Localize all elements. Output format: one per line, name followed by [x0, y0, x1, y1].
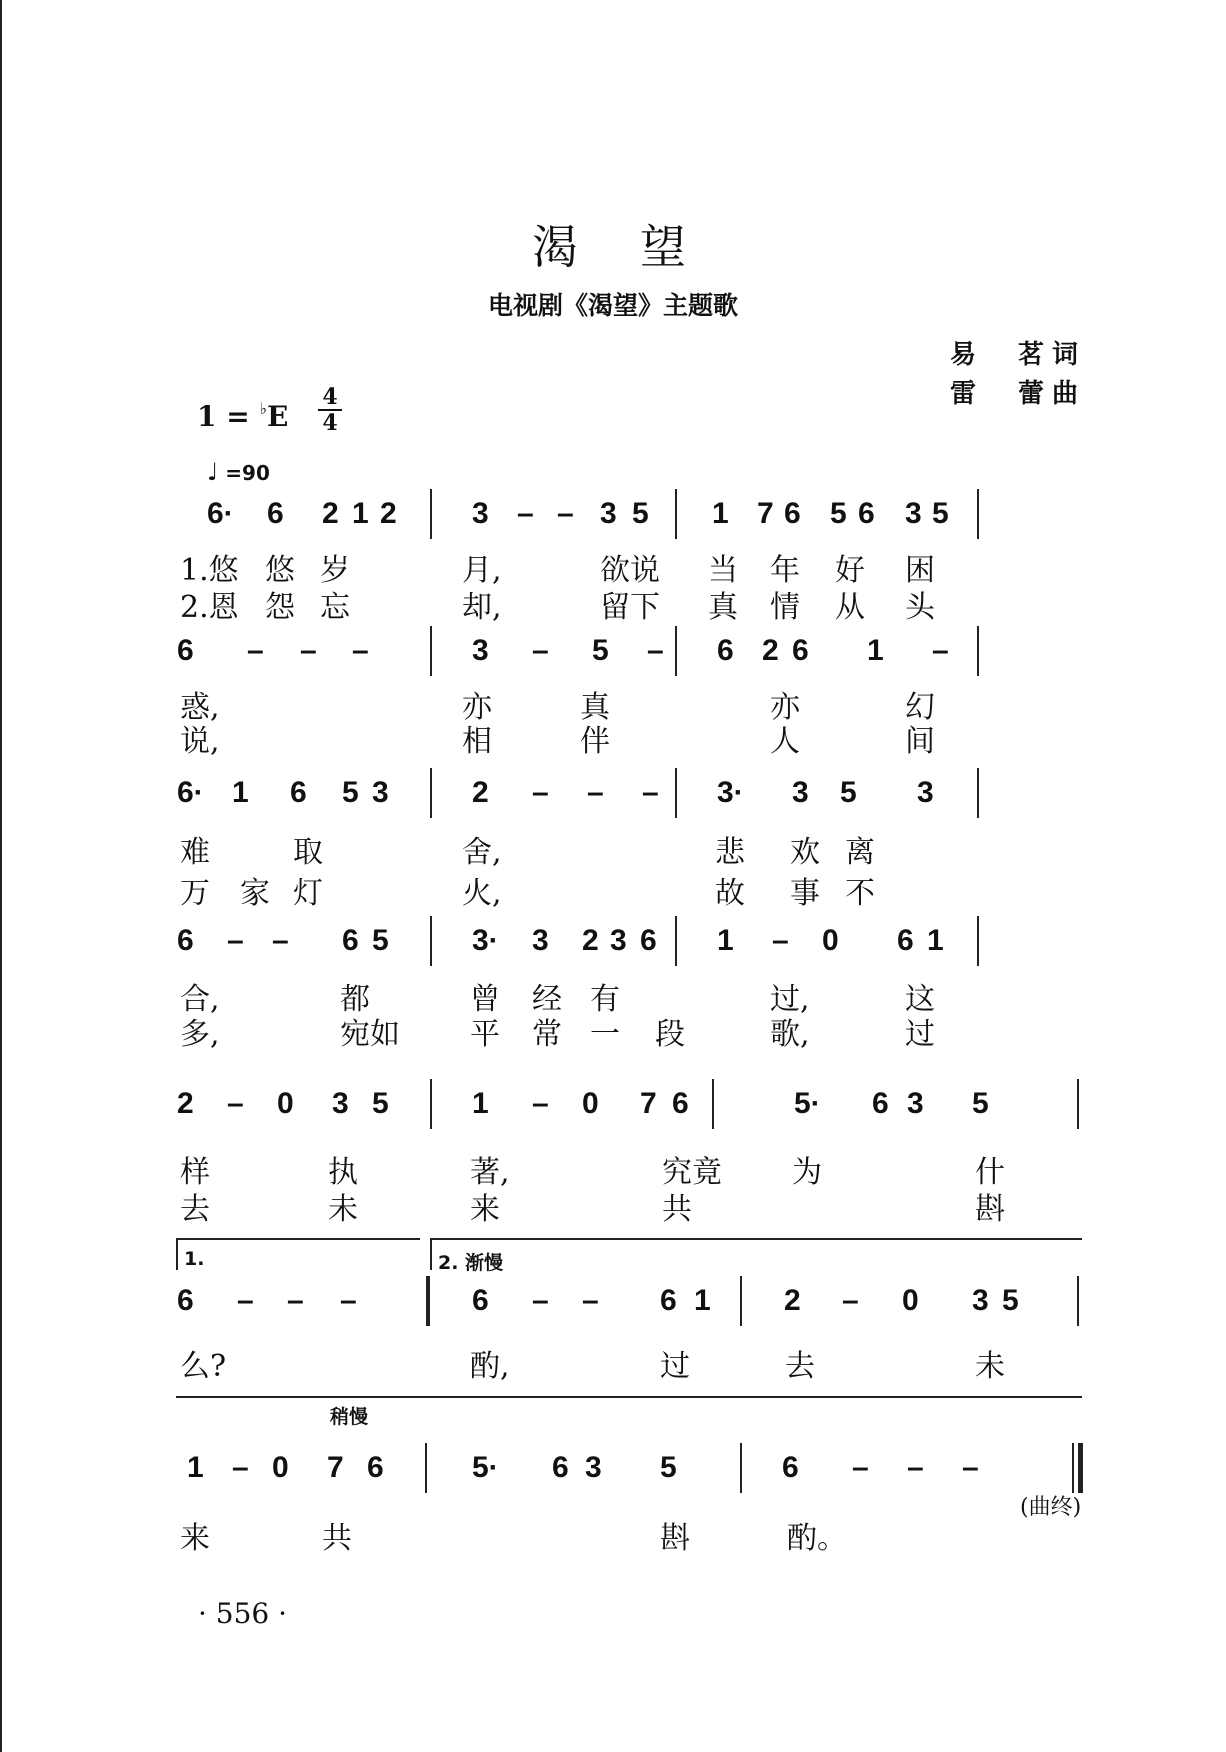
- lyric-word: 难: [180, 835, 210, 870]
- first-ending-bracket: [176, 1238, 420, 1270]
- note: –: [582, 1284, 599, 1317]
- lyric-word: 经: [532, 982, 562, 1017]
- lyric-word: 曾: [470, 982, 500, 1017]
- final-barline-thick: [1078, 1443, 1083, 1493]
- lyric-word: 取: [293, 835, 323, 870]
- lyric-word: 酌,: [470, 1349, 510, 1384]
- barline: [712, 1079, 714, 1129]
- lyric-word: 说,: [180, 724, 220, 759]
- lyric-word: 过: [905, 1017, 935, 1052]
- note: 3: [600, 497, 617, 530]
- note: 6: [472, 1284, 489, 1317]
- note: 3·: [472, 924, 499, 957]
- note: –: [532, 634, 549, 667]
- note: 1: [472, 1087, 489, 1120]
- note: 3: [372, 776, 389, 809]
- final-barline-thin: [1072, 1443, 1074, 1493]
- note: –: [962, 1451, 979, 1484]
- note: –: [532, 776, 549, 809]
- note: –: [907, 1451, 924, 1484]
- note: 1: [352, 497, 369, 530]
- lyric-line: [180, 545, 1080, 588]
- note: 5: [840, 776, 857, 809]
- note: –: [232, 1451, 249, 1484]
- note: 6: [367, 1451, 384, 1484]
- note: 2: [177, 1087, 194, 1120]
- notation-line: [172, 776, 1092, 816]
- note: 5: [372, 924, 389, 957]
- lyric-word: 酌。: [787, 1521, 847, 1556]
- note: 1: [927, 924, 944, 957]
- lyricist-credit: 易 茗词: [949, 340, 1086, 370]
- lyric-line: [180, 868, 1080, 911]
- lyric-word: 2.恩: [180, 590, 239, 625]
- lyric-word: 舍,: [462, 835, 502, 870]
- lyric-line: [180, 974, 1080, 1017]
- lyric-word: 幻: [905, 690, 935, 725]
- note: 5: [372, 1087, 389, 1120]
- lyric-word: 么?: [180, 1349, 227, 1384]
- note: 2: [322, 497, 339, 530]
- note: 5: [932, 497, 949, 530]
- note: 6: [177, 924, 194, 957]
- lyric-word: 欲说: [600, 553, 660, 588]
- note: –: [340, 1284, 357, 1317]
- note: 1: [232, 776, 249, 809]
- lyric-word: 火,: [462, 876, 502, 911]
- first-ending-label: 1.: [184, 1248, 205, 1270]
- lyric-word: 有: [590, 982, 620, 1017]
- barline: [430, 768, 432, 818]
- lyric-word: 都: [340, 982, 370, 1017]
- lyric-word: 这: [905, 982, 935, 1017]
- note: 7: [327, 1451, 344, 1484]
- flat-icon: ♭: [259, 399, 267, 418]
- lyric-line: [180, 1341, 1080, 1384]
- lyric-word: 常: [532, 1017, 562, 1052]
- lyric-word: 离: [845, 835, 875, 870]
- note: 6: [672, 1087, 689, 1120]
- notation-line: [172, 634, 1092, 674]
- lyric-word: 亦: [462, 690, 492, 725]
- note: 6: [784, 497, 801, 530]
- barline: [740, 1443, 742, 1493]
- lyric-word: 合,: [180, 982, 220, 1017]
- lyric-word: 共: [662, 1192, 692, 1227]
- lyric-line: [180, 827, 1080, 870]
- barline: [430, 1079, 432, 1129]
- barline: [977, 768, 979, 818]
- note: 5: [342, 776, 359, 809]
- lyric-word: 情: [770, 590, 800, 625]
- lyric-word: 岁: [320, 553, 350, 588]
- lyric-word: 来: [470, 1192, 500, 1227]
- lyric-word: 歌,: [770, 1017, 810, 1052]
- lyric-word: 困: [905, 553, 935, 588]
- lyric-word: 共: [322, 1521, 352, 1556]
- lyric-line: [180, 1009, 1080, 1052]
- barline: [675, 768, 677, 818]
- notation-line: [172, 497, 1092, 537]
- note: 6: [872, 1087, 889, 1120]
- lyric-word: 1.悠: [180, 553, 239, 588]
- lyric-word: 多,: [180, 1017, 220, 1052]
- lyric-word: 相: [462, 724, 492, 759]
- barline: [425, 1443, 427, 1493]
- lyric-word: 斟: [660, 1521, 690, 1556]
- note: 6: [858, 497, 875, 530]
- lyric-word: 不: [845, 876, 875, 911]
- lyric-word: 未: [328, 1192, 358, 1227]
- system-rule: [176, 1396, 1082, 1398]
- note: 6: [792, 634, 809, 667]
- note: 1: [717, 924, 734, 957]
- lyric-word: 悠: [265, 553, 295, 588]
- note: 6: [342, 924, 359, 957]
- note: –: [227, 1087, 244, 1120]
- lyric-word: 未: [975, 1349, 1005, 1384]
- end-marking: (曲终): [1020, 1495, 1082, 1520]
- lyric-word: 留下: [600, 590, 660, 625]
- barline: [1077, 1276, 1079, 1326]
- lyric-word: 为: [792, 1155, 822, 1190]
- note: –: [852, 1451, 869, 1484]
- lyric-word: 故: [715, 876, 745, 911]
- note: –: [932, 634, 949, 667]
- barline: [740, 1276, 742, 1326]
- note: 0: [902, 1284, 919, 1317]
- note: –: [842, 1284, 859, 1317]
- note: 5·: [472, 1451, 499, 1484]
- note: 1: [694, 1284, 711, 1317]
- note: 3: [532, 924, 549, 957]
- barline: [977, 489, 979, 539]
- lyric-word: 头: [905, 590, 935, 625]
- note: 6: [267, 497, 284, 530]
- lyric-word: 间: [905, 724, 935, 759]
- lyric-word: 怨: [265, 590, 295, 625]
- composer-credit: 雷 蕾曲: [949, 379, 1086, 409]
- note: 5: [632, 497, 649, 530]
- notation-line: [172, 1451, 1092, 1491]
- note: 3: [585, 1451, 602, 1484]
- note: –: [287, 1284, 304, 1317]
- note: –: [587, 776, 604, 809]
- barline: [977, 626, 979, 676]
- note: 5·: [794, 1087, 821, 1120]
- second-ending-label: 2. 渐慢: [438, 1252, 504, 1274]
- note: 3: [472, 634, 489, 667]
- lyric-word: 宛如: [340, 1017, 400, 1052]
- lyric-line: [180, 682, 1080, 725]
- note: –: [352, 634, 369, 667]
- note: 2: [380, 497, 397, 530]
- note: –: [557, 497, 574, 530]
- note: –: [237, 1284, 254, 1317]
- note: 6: [782, 1451, 799, 1484]
- lyric-word: 年: [770, 553, 800, 588]
- note: 0: [272, 1451, 289, 1484]
- note: 1: [712, 497, 729, 530]
- note: 7: [640, 1087, 657, 1120]
- note: 6: [717, 634, 734, 667]
- note: 6: [640, 924, 657, 957]
- lyric-word: 却,: [462, 590, 502, 625]
- note: 2: [784, 1284, 801, 1317]
- lyric-word: 万: [180, 876, 210, 911]
- lyric-word: 悲: [715, 835, 745, 870]
- note: 3: [907, 1087, 924, 1120]
- lyric-word: 执: [328, 1155, 358, 1190]
- lyric-word: 去: [785, 1349, 815, 1384]
- quarter-note-icon: ♩: [207, 458, 219, 486]
- lyric-word: 著,: [470, 1155, 510, 1190]
- note: –: [517, 497, 534, 530]
- note: 5: [830, 497, 847, 530]
- lyric-word: 一: [590, 1017, 620, 1052]
- note: 3: [905, 497, 922, 530]
- time-signature-top: 4: [322, 384, 338, 410]
- key-signature: [197, 401, 288, 431]
- note: 6: [177, 634, 194, 667]
- barline: [675, 626, 677, 676]
- note: –: [272, 924, 289, 957]
- note: –: [772, 924, 789, 957]
- note: –: [532, 1087, 549, 1120]
- key-prefix: 1 =: [197, 400, 250, 433]
- note: –: [247, 634, 264, 667]
- lyric-word: 欢: [790, 835, 820, 870]
- note: –: [647, 634, 664, 667]
- lyric-line: [180, 716, 1080, 759]
- note: 6·: [177, 776, 204, 809]
- notation-line: [172, 924, 1092, 964]
- barline: [430, 626, 432, 676]
- note: 6: [660, 1284, 677, 1317]
- second-ending-bracket: [430, 1238, 1082, 1274]
- lyric-word: 忘: [320, 590, 350, 625]
- lyric-word: 从: [835, 590, 865, 625]
- note: –: [642, 776, 659, 809]
- note: 1: [187, 1451, 204, 1484]
- key-note: E: [267, 400, 289, 433]
- note: 2: [582, 924, 599, 957]
- lyric-word: 真: [708, 590, 738, 625]
- note: 2: [472, 776, 489, 809]
- note: 3: [792, 776, 809, 809]
- lyric-line: [180, 582, 1080, 625]
- lyric-word: 惑,: [180, 690, 220, 725]
- note: 6·: [207, 497, 234, 530]
- barline: [426, 1276, 430, 1326]
- lyric-word: 什: [975, 1155, 1005, 1190]
- note: 7: [757, 497, 774, 530]
- lyric-word: 伴: [580, 724, 610, 759]
- note: 6: [177, 1284, 194, 1317]
- note: 5: [592, 634, 609, 667]
- page-number: · 556 ·: [198, 1597, 288, 1630]
- lyric-word: 斟: [975, 1192, 1005, 1227]
- barline: [1077, 1079, 1079, 1129]
- notation-line: [172, 1087, 1092, 1127]
- lyric-line: [180, 1513, 1080, 1556]
- note: 6: [897, 924, 914, 957]
- lyric-word: 真: [580, 690, 610, 725]
- tempo-marking: [207, 460, 270, 484]
- lyric-line: [180, 1147, 1080, 1190]
- note: 3: [610, 924, 627, 957]
- lyric-word: 段: [655, 1017, 685, 1052]
- note: 0: [822, 924, 839, 957]
- lyric-word: 灯: [293, 876, 323, 911]
- time-signature-bottom: 4: [322, 410, 338, 436]
- note: 3·: [717, 776, 744, 809]
- note: 2: [762, 634, 779, 667]
- lyric-word: 去: [180, 1192, 210, 1227]
- note: 1: [867, 634, 884, 667]
- lyric-word: 当: [708, 553, 738, 588]
- lyric-word: 究竟: [662, 1155, 722, 1190]
- tempo-change-marking: 稍慢: [330, 1406, 369, 1428]
- barline: [430, 489, 432, 539]
- lyric-word: 平: [470, 1017, 500, 1052]
- lyric-word: 家: [240, 876, 270, 911]
- lyric-line: [180, 1184, 1080, 1227]
- song-subtitle: 电视剧《渴望》主题歌: [487, 291, 738, 320]
- lyric-word: 事: [790, 876, 820, 911]
- note: 3: [472, 497, 489, 530]
- note: 6: [552, 1451, 569, 1484]
- note: –: [227, 924, 244, 957]
- note: 3: [917, 776, 934, 809]
- lyric-word: 过: [660, 1349, 690, 1384]
- lyric-word: 人: [770, 724, 800, 759]
- tempo-value: =90: [225, 461, 270, 485]
- lyric-word: 亦: [770, 690, 800, 725]
- song-title: 渴 望: [532, 220, 694, 274]
- note: 3: [332, 1087, 349, 1120]
- barline: [675, 916, 677, 966]
- lyric-word: 过,: [770, 982, 810, 1017]
- note: 3: [972, 1284, 989, 1317]
- note: –: [532, 1284, 549, 1317]
- lyric-word: 来: [180, 1521, 210, 1556]
- note: 0: [582, 1087, 599, 1120]
- time-signature: [318, 386, 342, 434]
- note: 5: [972, 1087, 989, 1120]
- note: 0: [277, 1087, 294, 1120]
- barline: [675, 489, 677, 539]
- notation-line: [172, 1284, 1092, 1324]
- note: –: [300, 634, 317, 667]
- lyric-word: 样: [180, 1155, 210, 1190]
- note: 5: [1002, 1284, 1019, 1317]
- lyric-word: 好: [835, 553, 865, 588]
- barline: [977, 916, 979, 966]
- note: 5: [660, 1451, 677, 1484]
- lyric-word: 月,: [462, 553, 502, 588]
- barline: [430, 916, 432, 966]
- note: 6: [290, 776, 307, 809]
